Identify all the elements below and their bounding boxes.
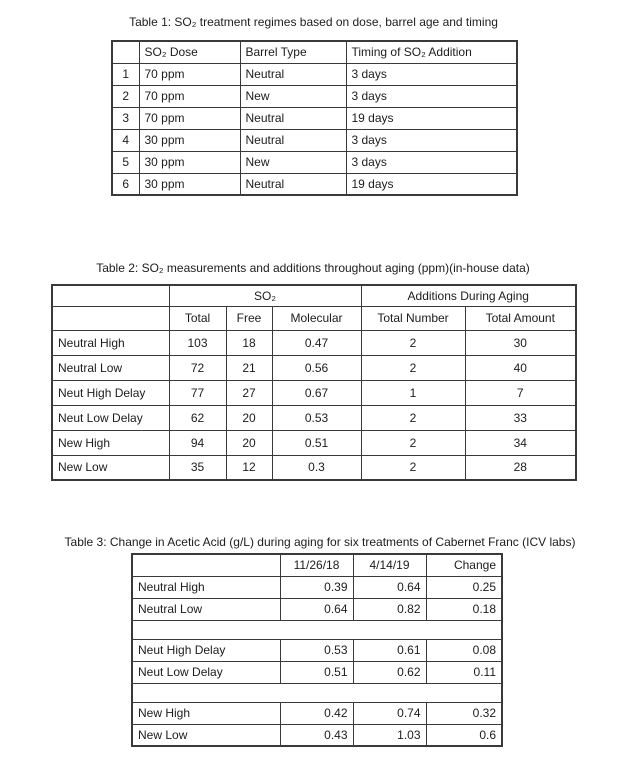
table-row <box>52 405 576 430</box>
table-cell: 20 <box>226 405 272 430</box>
table-row <box>132 661 502 683</box>
table-cell: 0.64 <box>353 576 426 598</box>
table-cell: 19 days <box>346 173 517 195</box>
table-cell: 20 <box>226 430 272 455</box>
table-cell: 21 <box>226 355 272 380</box>
table-cell: 72 <box>169 355 226 380</box>
table2-header-total-amount: Total Amount <box>465 306 576 330</box>
table1-header-blank <box>112 41 139 63</box>
table1-header-timing: Timing of SO₂ Addition <box>346 41 517 63</box>
table1-header-row <box>112 41 517 63</box>
table-cell: 1.03 <box>353 724 426 746</box>
spacer-row <box>132 620 502 639</box>
table1-header-so2-dose: SO₂ Dose <box>139 41 240 63</box>
row-label: Neutral Low <box>52 355 169 380</box>
table-cell: 0.62 <box>353 661 426 683</box>
spacer-cell <box>132 620 502 639</box>
table2-header-free: Free <box>226 306 272 330</box>
table-cell: 30 ppm <box>139 151 240 173</box>
row-label: Neutral High <box>52 330 169 355</box>
table-cell: 70 ppm <box>139 85 240 107</box>
table-cell: 30 ppm <box>139 129 240 151</box>
table2-group-header-row <box>52 285 576 306</box>
table-cell: 103 <box>169 330 226 355</box>
table-cell: 2 <box>361 330 465 355</box>
table-cell: 0.08 <box>426 639 502 661</box>
table1 <box>111 40 518 196</box>
spacer-row <box>132 683 502 702</box>
table-cell: 70 ppm <box>139 63 240 85</box>
table-cell: 3 days <box>346 129 517 151</box>
table-cell: 0.39 <box>280 576 353 598</box>
table-cell: 2 <box>361 405 465 430</box>
table-cell: 27 <box>226 380 272 405</box>
row-label: Neut Low Delay <box>52 405 169 430</box>
table1-caption <box>111 15 516 29</box>
table-cell: 0.74 <box>353 702 426 724</box>
table1-header-barrel-type: Barrel Type <box>240 41 346 63</box>
table-cell: 0.6 <box>426 724 502 746</box>
table-cell: 2 <box>112 85 139 107</box>
row-label: New Low <box>52 455 169 480</box>
table-cell: 28 <box>465 455 576 480</box>
table-cell: New <box>240 151 346 173</box>
table-cell: 0.51 <box>280 661 353 683</box>
table3-header-date1: 11/26/18 <box>280 554 353 576</box>
table-cell: 40 <box>465 355 576 380</box>
table-cell: 2 <box>361 430 465 455</box>
table-cell: New <box>240 85 346 107</box>
table-cell: 7 <box>465 380 576 405</box>
table-cell: 3 days <box>346 85 517 107</box>
table-row <box>112 129 517 151</box>
table-cell: 12 <box>226 455 272 480</box>
table-cell: 0.61 <box>353 639 426 661</box>
table-row <box>112 85 517 107</box>
row-label: Neut High Delay <box>52 380 169 405</box>
table3-header-change: Change <box>426 554 502 576</box>
table-cell: Neutral <box>240 63 346 85</box>
table-cell: 70 ppm <box>139 107 240 129</box>
table2-header-total-number: Total Number <box>361 306 465 330</box>
table-cell: 33 <box>465 405 576 430</box>
table3-caption <box>0 535 640 549</box>
table-row <box>52 330 576 355</box>
table3 <box>131 553 503 747</box>
table-cell: 0.64 <box>280 598 353 620</box>
table-row <box>132 702 502 724</box>
table-cell: 0.42 <box>280 702 353 724</box>
table-row <box>132 576 502 598</box>
row-label: Neutral Low <box>132 598 280 620</box>
table-cell: 0.82 <box>353 598 426 620</box>
table-cell: 0.3 <box>272 455 361 480</box>
table-row <box>52 455 576 480</box>
table-cell: Neutral <box>240 129 346 151</box>
table2-group-so2: SO₂ <box>169 285 361 306</box>
table-cell: Neutral <box>240 173 346 195</box>
table-cell: 1 <box>112 63 139 85</box>
table-cell: 0.53 <box>280 639 353 661</box>
table-row <box>52 430 576 455</box>
table-cell: 0.32 <box>426 702 502 724</box>
table-cell: 18 <box>226 330 272 355</box>
table-cell: 30 ppm <box>139 173 240 195</box>
table2-subheader-row <box>52 306 576 330</box>
table-row <box>112 63 517 85</box>
table-cell: 0.11 <box>426 661 502 683</box>
table-cell: Neutral <box>240 107 346 129</box>
table-row <box>112 173 517 195</box>
row-label: New High <box>52 430 169 455</box>
table3-header-date2: 4/14/19 <box>353 554 426 576</box>
row-label: Neut Low Delay <box>132 661 280 683</box>
table-cell: 0.53 <box>272 405 361 430</box>
table-row <box>132 639 502 661</box>
table-cell: 0.25 <box>426 576 502 598</box>
table3-header-row <box>132 554 502 576</box>
row-label: Neutral High <box>132 576 280 598</box>
table-cell: 2 <box>361 355 465 380</box>
table-cell: 77 <box>169 380 226 405</box>
table-cell: 34 <box>465 430 576 455</box>
table-cell: 3 days <box>346 151 517 173</box>
table2-header-blank <box>52 285 169 306</box>
table-row <box>52 355 576 380</box>
table3-caption-text: Table 3: Change in Acetic Acid (g/L) during aging for six treatments of Cabernet Franc (ICV labs) <box>64 535 576 549</box>
table2-group-additions: Additions During Aging <box>361 285 576 306</box>
table-row <box>52 380 576 405</box>
table-cell: 0.51 <box>272 430 361 455</box>
table3-header-blank <box>132 554 280 576</box>
table-cell: 3 <box>112 107 139 129</box>
table-cell: 6 <box>112 173 139 195</box>
table-row <box>112 151 517 173</box>
table-row <box>132 598 502 620</box>
table2 <box>51 284 577 481</box>
table-cell: 30 <box>465 330 576 355</box>
table2-header-total: Total <box>169 306 226 330</box>
table-row <box>132 724 502 746</box>
table-cell: 5 <box>112 151 139 173</box>
table-cell: 0.56 <box>272 355 361 380</box>
row-label: New High <box>132 702 280 724</box>
table-cell: 0.18 <box>426 598 502 620</box>
table-cell: 94 <box>169 430 226 455</box>
table2-header-molecular: Molecular <box>272 306 361 330</box>
table-cell: 4 <box>112 129 139 151</box>
table-cell: 19 days <box>346 107 517 129</box>
row-label: Neut High Delay <box>132 639 280 661</box>
table2-caption-text: Table 2: SO₂ measurements and additions throughout aging (ppm)(in-house data) <box>96 261 530 275</box>
table-cell: 62 <box>169 405 226 430</box>
table-row <box>112 107 517 129</box>
table-cell: 2 <box>361 455 465 480</box>
table-cell: 35 <box>169 455 226 480</box>
table-cell: 0.43 <box>280 724 353 746</box>
spacer-cell <box>132 683 502 702</box>
table2-caption <box>51 261 575 275</box>
table-cell: 0.47 <box>272 330 361 355</box>
table-cell: 3 days <box>346 63 517 85</box>
table1-caption-text: Table 1: SO₂ treatment regimes based on dose, barrel age and timing <box>129 15 498 29</box>
table-cell: 0.67 <box>272 380 361 405</box>
row-label: New Low <box>132 724 280 746</box>
table-cell: 1 <box>361 380 465 405</box>
table2-subheader-blank <box>52 306 169 330</box>
